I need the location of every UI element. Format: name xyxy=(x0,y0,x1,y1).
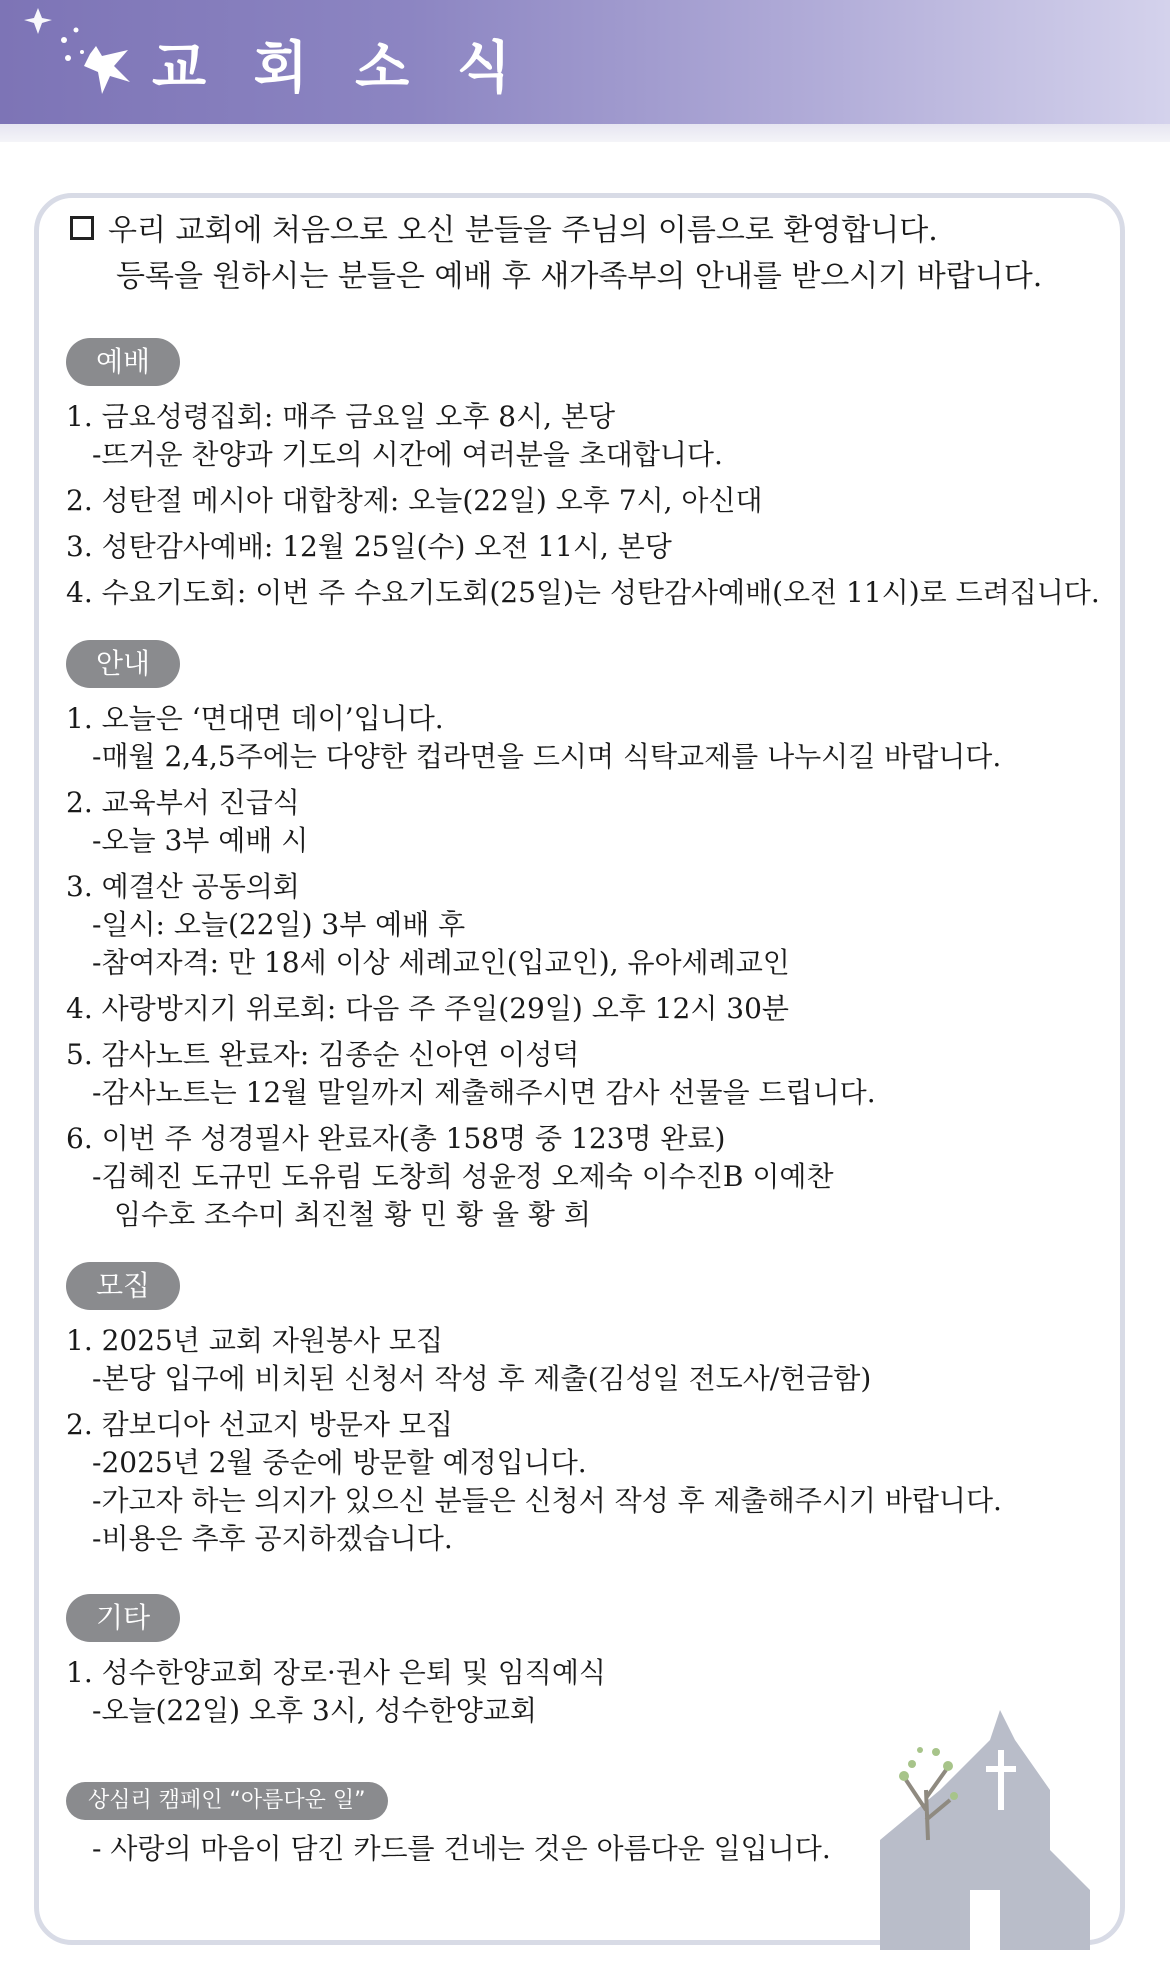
list-item-sub: -김혜진 도규민 도유림 도창희 성윤정 오제숙 이수진B 이예찬 xyxy=(92,1160,834,1193)
list-item-sub: -참여자격: 만 18세 이상 세례교인(입교인), 유아세례교인 xyxy=(92,946,790,979)
section-notice xyxy=(66,640,1001,1234)
section-label-etc: 기타 xyxy=(66,1594,180,1642)
list-item-text: 4. 수요기도회: 이번 주 수요기도회(25일)는 성탄감사예배(오전 11시)로 드려집니다. xyxy=(66,576,1100,609)
section-campaign xyxy=(66,1782,831,1868)
section-label-worship: 예배 xyxy=(66,338,180,386)
intro-line-1 xyxy=(70,208,1042,254)
campaign-label: 상심리 캠페인 “아름다운 일” xyxy=(66,1782,388,1820)
list-item-text: 2. 교육부서 진급식 xyxy=(66,786,300,819)
list-item xyxy=(66,700,1001,776)
list-item-text: 5. 감사노트 완료자: 김종순 신아연 이성덕 xyxy=(66,1038,580,1071)
square-bullet-icon xyxy=(70,216,94,240)
list-item-sub: -매월 2,4,5주에는 다양한 컵라면을 드시며 식탁교제를 나누시길 바랍니다. xyxy=(92,740,1002,773)
campaign-text: - 사랑의 마음이 담긴 카드를 건네는 것은 아름다운 일입니다. xyxy=(92,1832,831,1865)
intro-line-1-text: 우리 교회에 처음으로 오신 분들을 주님의 이름으로 환영합니다. xyxy=(108,213,938,248)
intro-text xyxy=(70,208,1042,300)
section-worship xyxy=(66,338,1100,612)
list-item xyxy=(66,990,1001,1028)
list-item xyxy=(66,482,1100,520)
list-item-text: 3. 예결산 공동의회 xyxy=(66,870,300,903)
list-item-sub: -본당 입구에 비치된 신청서 작성 후 제출(김성일 전도사/헌금함) xyxy=(92,1362,872,1395)
list-item-sub: -오늘 3부 예배 시 xyxy=(92,824,309,857)
list-item xyxy=(66,784,1001,860)
list-item-sub: -비용은 추후 공지하겠습니다. xyxy=(92,1522,453,1555)
list-item-sub: -2025년 2월 중순에 방문할 예정입니다. xyxy=(92,1446,587,1479)
list-item-text: 1. 2025년 교회 자원봉사 모집 xyxy=(66,1324,444,1357)
section-etc xyxy=(66,1594,606,1730)
list-item-sub: -일시: 오늘(22일) 3부 예배 후 xyxy=(92,908,466,941)
header-divider xyxy=(0,124,1170,142)
list-item-sub: -오늘(22일) 오후 3시, 성수한양교회 xyxy=(92,1694,537,1727)
list-item xyxy=(66,1120,1001,1234)
list-item-sub: -가고자 하는 의지가 있으신 분들은 신청서 작성 후 제출해주시기 바랍니다. xyxy=(92,1484,1002,1517)
list-item-text: 2. 캄보디아 선교지 방문자 모집 xyxy=(66,1408,453,1441)
list-item xyxy=(66,574,1100,612)
list-item xyxy=(66,528,1100,566)
list-item-text: 2. 성탄절 메시아 대합창제: 오늘(22일) 오후 7시, 아신대 xyxy=(66,484,763,517)
list-item-text: 1. 금요성령집회: 매주 금요일 오후 8시, 본당 xyxy=(66,400,616,433)
list-item xyxy=(66,1322,1002,1398)
section-label-recruit: 모집 xyxy=(66,1262,180,1310)
list-item-text: 3. 성탄감사예배: 12월 25일(수) 오전 11시, 본당 xyxy=(66,530,672,563)
list-item xyxy=(66,1036,1001,1112)
church-illustration xyxy=(850,1680,1090,1950)
intro-line-2: 등록을 원하시는 분들은 예배 후 새가족부의 안내를 받으시기 바랍니다. xyxy=(116,259,1043,294)
section-label-notice: 안내 xyxy=(66,640,180,688)
list-item-text: 6. 이번 주 성경필사 완료자(총 158명 중 123명 완료) xyxy=(66,1122,726,1155)
list-item xyxy=(66,398,1100,474)
list-item xyxy=(66,1654,606,1730)
list-item-sub: -감사노트는 12월 말일까지 제출해주시면 감사 선물을 드립니다. xyxy=(92,1076,876,1109)
list-item-sub: -뜨거운 찬양과 기도의 시간에 여러분을 초대합니다. xyxy=(92,438,723,471)
list-item-text: 4. 사랑방지기 위로회: 다음 주 주일(29일) 오후 12시 30분 xyxy=(66,992,789,1025)
list-item-text: 1. 성수한양교회 장로·권사 은퇴 및 임직예식 xyxy=(66,1656,606,1689)
list-item xyxy=(66,1406,1002,1558)
list-item xyxy=(66,868,1001,982)
sparkle-dove-icon xyxy=(18,6,158,116)
page-title: 교 회 소 식 xyxy=(152,36,525,101)
section-recruit xyxy=(66,1262,1002,1558)
list-item-sub: 임수호 조수미 최진철 황 민 황 율 황 희 xyxy=(114,1198,591,1231)
list-item-text: 1. 오늘은 ‘면대면 데이’입니다. xyxy=(66,702,444,735)
